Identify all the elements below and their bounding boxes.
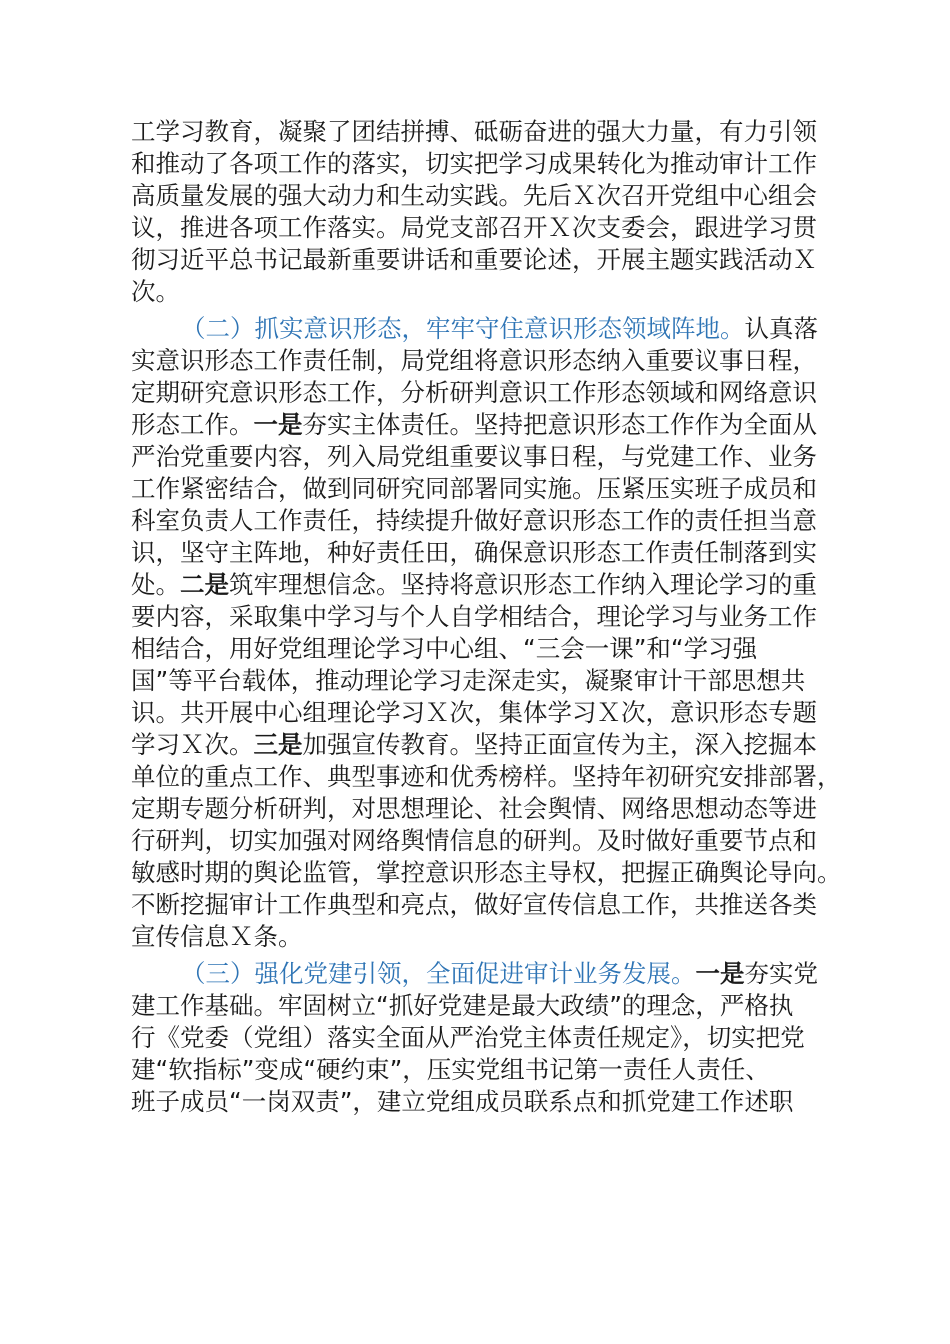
- text-span: 夯实党: [744, 959, 818, 988]
- text-line: 定期研究意识形态工作，分析研判意识工作形态领域和网络意识: [131, 378, 817, 407]
- text-line: 建“软指标”变成“硬约束”，压实党组书记第一责任人责任、: [131, 1055, 770, 1084]
- text-line: 班子成员“一岗双责”，建立党组成员联系点和抓党建工作述职: [131, 1087, 794, 1116]
- text-line: 和推动了各项工作的落实，切实把学习成果转化为推动审计工作: [131, 149, 817, 178]
- text-line: 识。共开展中心组理论学习Ｘ次，集体学习Ｘ次，意识形态专题: [131, 698, 817, 727]
- text-line: [131, 569, 851, 601]
- text-line: [131, 729, 851, 761]
- text-line: 定期专题分析研判，对思想理论、社会舆情、网络思想动态等进: [131, 794, 817, 823]
- text-span: 加强宣传教育。坚持正面宣传为主，深入挖掘本: [302, 730, 817, 759]
- text-line: 工学习教育，凝聚了团结拼搏、砥砺奋进的强大力量，有力引领: [131, 117, 817, 146]
- document-page: [131, 116, 851, 1118]
- section-3-first-line: [131, 958, 851, 990]
- text-line: 议，推进各项工作落实。局党支部召开Ｘ次支委会，跟进学习贯: [131, 213, 817, 242]
- text-line: 国”等平台载体，推动理论学习走深走实，凝聚审计干部思想共: [131, 666, 806, 695]
- text-line: 彻习近平总书记最新重要讲话和重要论述，开展主题实践活动Ｘ: [131, 245, 817, 274]
- text-line: 行《党委（党组）落实全面从严治党主体责任规定》，切实把党: [131, 1023, 805, 1052]
- text-line: 次。: [131, 277, 180, 306]
- bold-marker: 一是: [695, 959, 745, 988]
- text-span: 形态工作。: [131, 410, 254, 439]
- text-line: 敏感时期的舆论监管，掌控意识形态主导权，把握正确舆论导向。: [131, 858, 842, 887]
- text-span: 处。: [131, 570, 180, 599]
- text-line: [131, 409, 851, 441]
- text-span: 认真落: [744, 314, 818, 343]
- text-line: 要内容，采取集中学习与个人自学相结合，理论学习与业务工作: [131, 602, 817, 631]
- text-line: 单位的重点工作、典型事迹和优秀榜样。坚持年初研究安排部署，: [131, 762, 842, 791]
- section-2-first-line: [131, 313, 851, 345]
- text-line: 工作紧密结合，做到同研究同部署同实施。压紧压实班子成员和: [131, 474, 817, 503]
- text-line: 高质量发展的强大动力和生动实践。先后Ｘ次召开党组中心组会: [131, 181, 817, 210]
- text-line: 行研判，切实加强对网络舆情信息的研判。及时做好重要节点和: [131, 826, 817, 855]
- text-line: 宣传信息Ｘ条。: [131, 922, 303, 951]
- text-span: 夯实主体责任。坚持把意识形态工作作为全面从: [302, 410, 817, 439]
- text-line: 识，坚守主阵地，种好责任田，确保意识形态工作责任制落到实: [131, 538, 817, 567]
- text-line: 严治党重要内容，列入局党组重要议事日程，与党建工作、业务: [131, 442, 817, 471]
- text-line: 科室负责人工作责任，持续提升做好意识形态工作的责任担当意: [131, 506, 817, 535]
- bold-marker: 二是: [180, 570, 229, 599]
- bold-marker: 一是: [253, 410, 303, 439]
- section-2-heading: （二）抓实意识形态，牢牢守住意识形态领域阵地。: [181, 314, 745, 343]
- text-line: 不断挖掘审计工作典型和亮点，做好宣传信息工作，共推送各类: [131, 890, 817, 919]
- bold-marker: 三是: [253, 730, 303, 759]
- text-line: 相结合，用好党组理论学习中心组、“三会一课”和“学习强: [131, 634, 758, 663]
- text-line: 实意识形态工作责任制，局党组将意识形态纳入重要议事日程，: [131, 346, 817, 375]
- section-3-heading: （三）强化党建引领，全面促进审计业务发展。: [181, 959, 696, 988]
- text-span: 学习Ｘ次。: [131, 730, 254, 759]
- text-span: 筑牢理想信念。坚持将意识形态工作纳入理论学习的重: [229, 570, 817, 599]
- text-line: 建工作基础。牢固树立“抓好党建是最大政绩”的理念，严格执: [131, 991, 794, 1020]
